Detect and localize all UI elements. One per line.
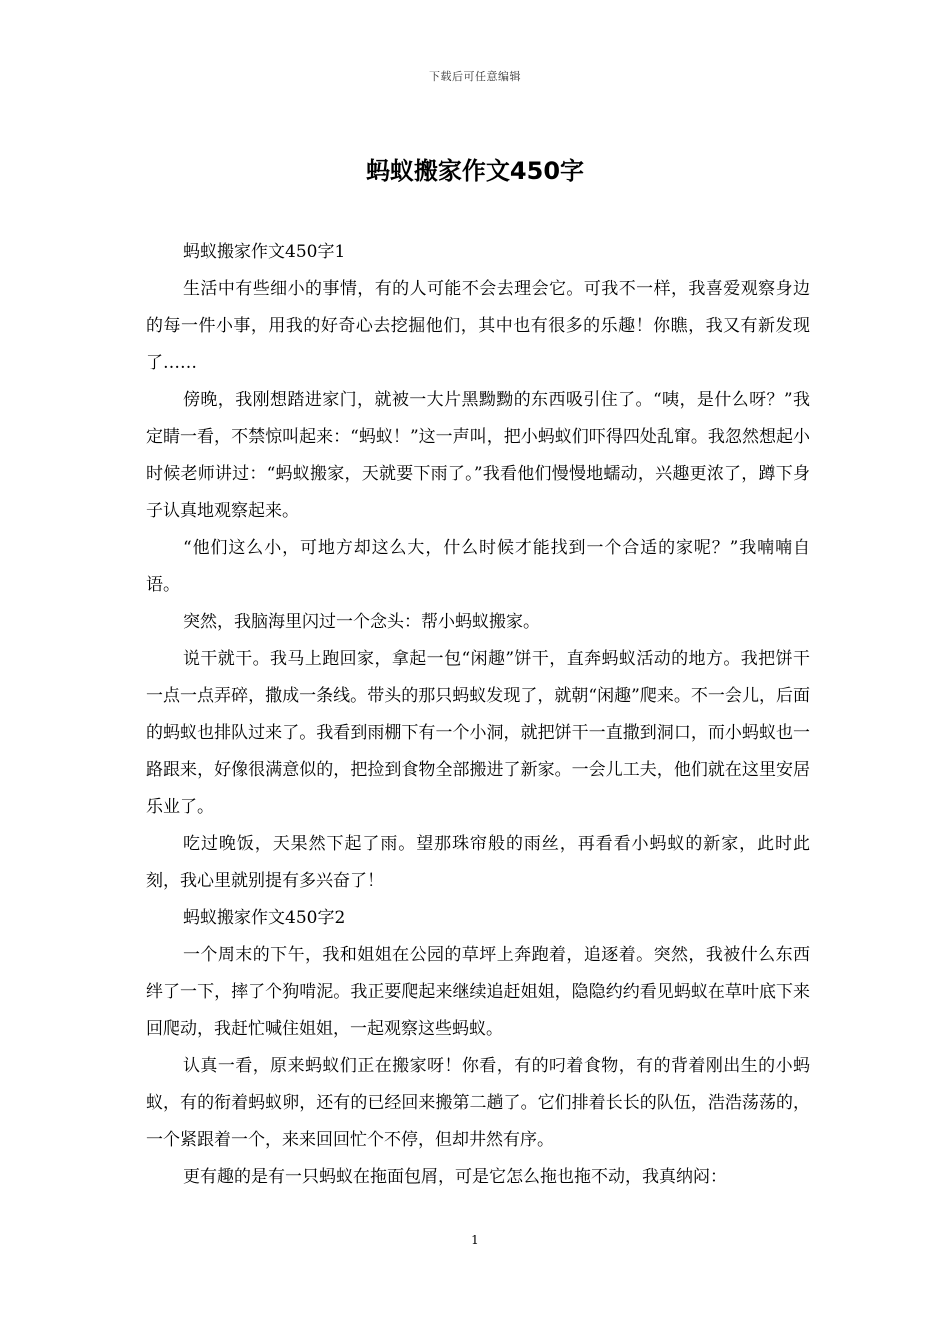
section-heading-1: 蚂蚁搬家作文450字1	[183, 242, 346, 262]
paragraph: 说干就干。我马上跑回家，拿起一包“闲趣”饼干，直奔蚂蚁活动的地方。我把饼干一点一点弄碎，撒成一条线。带头的那只蚂蚁发现了，就朝“闲趣”爬来。不一会儿，后面的蚂蚁也排队过来了。我看到雨棚下有一个小洞，就把饼干一直撒到洞口，而小蚂蚁也一路跟来，好像很满意似的，把捡到食物全部搬进了新家。一会儿工夫，他们就在这里安居乐业了。	[146, 649, 810, 817]
paragraph: 一个周末的下午，我和姐姐在公园的草坪上奔跑着，追逐着。突然，我被什么东西绊了一下，摔了个狗啃泥。我正要爬起来继续追赶姐姐，隐隐约约看见蚂蚁在草叶底下来回爬动，我赶忙喊住姐姐，一起观察这些蚂蚁。	[146, 945, 810, 1039]
paragraph: 吃过晚饭，天果然下起了雨。望那珠帘般的雨丝，再看看小蚂蚁的新家，此时此刻，我心里就别提有多兴奋了！	[146, 834, 810, 891]
page-number: 1	[471, 1233, 479, 1247]
paragraph: “他们这么小，可地方却这么大，什么时候才能找到一个合适的家呢？”我喃喃自语。	[146, 538, 810, 595]
paragraph: 生活中有些细小的事情，有的人可能不会去理会它。可我不一样，我喜爱观察身边的每一件小事，用我的好奇心去挖掘他们，其中也有很多的乐趣！你瞧，我又有新发现了……	[146, 279, 810, 373]
header-note: 下载后可任意编辑	[429, 70, 521, 83]
paragraph: 突然，我脑海里闪过一个念头：帮小蚂蚁搬家。	[183, 612, 540, 632]
paragraph: 更有趣的是有一只蚂蚁在拖面包屑，可是它怎么拖也拖不动，我真纳闷：	[183, 1167, 727, 1187]
paragraph: 傍晚，我刚想踏进家门，就被一大片黑黝黝的东西吸引住了。“咦，是什么呀？”我定睛一看，不禁惊叫起来：“蚂蚁！”这一声叫，把小蚂蚁们吓得四处乱窜。我忽然想起小时候老师讲过：“蚂蚁搬家，天就要下雨了。”我看他们慢慢地蠕动，兴趣更浓了，蹲下身子认真地观察起来。	[146, 390, 810, 521]
paragraph: 认真一看，原来蚂蚁们正在搬家呀！你看，有的叼着食物，有的背着刚出生的小蚂蚁，有的衔着蚂蚁卵，还有的已经回来搬第二趟了。它们排着长长的队伍，浩浩荡荡的，一个紧跟着一个，来来回回忙个不停，但却井然有序。	[146, 1056, 810, 1150]
document-title: 蚂蚁搬家作文450字	[365, 157, 585, 185]
document-body	[146, 234, 810, 1196]
section-heading-2: 蚂蚁搬家作文450字2	[183, 908, 346, 928]
